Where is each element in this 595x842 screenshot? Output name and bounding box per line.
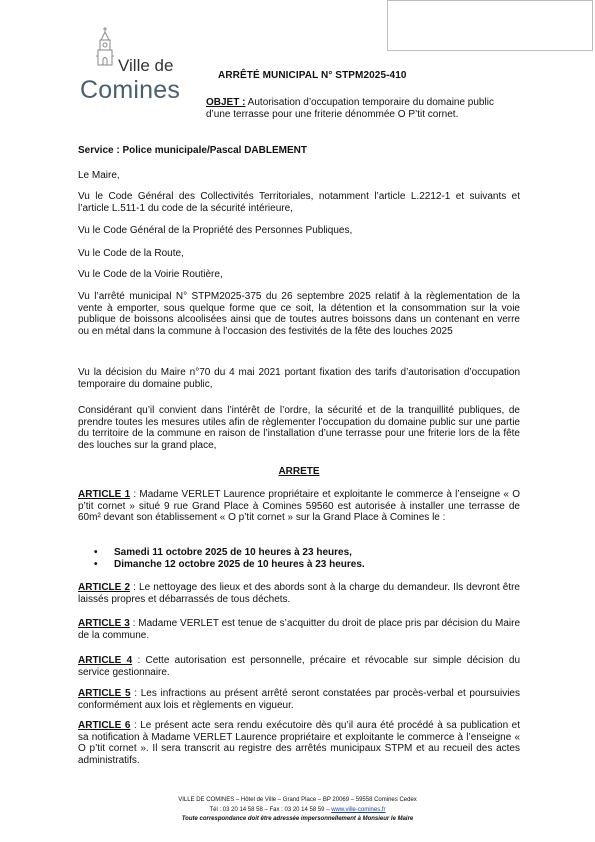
footer-note: Toute correspondance doit être adressée impersonnellement à Monsieur le Maire bbox=[181, 816, 414, 822]
vu-arrete-2025-375: Vu l’arrêté municipal N° STPM2025-375 du 26 septembre 2025 relatif à la règlementation de la vente à emporter, sous quelque forme que ce soit, la détention et la consommation sur la voie publique de boissons alcoolisées ainsi que de toutes autres boissons dans un contenant en verre ou en métal dans la commune à l’occasion des festivités de la fête des louches 2025 bbox=[78, 291, 520, 337]
church-icon bbox=[92, 26, 118, 66]
website-link[interactable]: www.ville-comines.fr bbox=[331, 806, 386, 813]
article-5 bbox=[78, 688, 520, 711]
article-1 bbox=[78, 489, 520, 524]
vu-code-voirie: Vu le Code de la Voirie Routière, bbox=[78, 269, 223, 280]
le-maire: Le Maire, bbox=[78, 170, 120, 181]
article-4 bbox=[78, 655, 520, 678]
objet-text: Autorisation d’occupation temporaire du domaine public d’une terrasse pour une friterie dénommée O P’tit cornet. bbox=[206, 97, 494, 120]
article-4-label: ARTICLE 4 bbox=[78, 655, 133, 666]
article-3-text: : Madame VERLET est tenue de s’acquitter du droit de place pris par décision du Maire de la commune. bbox=[78, 618, 521, 641]
footer-phone: Tél : 03 20 14 58 58 – Fax : 03 20 14 58 59 – bbox=[209, 806, 332, 813]
arrete-heading: ARRETE bbox=[278, 466, 320, 477]
footer bbox=[40, 796, 555, 825]
stamp-box bbox=[387, 0, 593, 51]
article-6-text: : Le présent acte sera rendu exécutoire dès qu’il aura été procédé à sa publication et sa notification à Madame VERLET Laurence propriétaire et exploitante le commerce à l’enseigne « O p’tit cornet ». Il sera transcrit au registre des arrêtés municipaux STPM et au recueil des actes administratifs. bbox=[78, 720, 520, 766]
vu-code-route: Vu le Code de la Route, bbox=[78, 248, 184, 259]
service-line: Service : Police municipale/Pascal DABLEMENT bbox=[78, 145, 307, 156]
list-item: • Dimanche 12 octobre 2025 de 10 heures à 23 heures. bbox=[94, 559, 514, 571]
logo-big-text: Comines bbox=[80, 76, 181, 104]
vu-decision-maire: Vu la décision du Maire n°70 du 4 mai 2021 portant fixation des tarifs d’autorisation d’occupation temporaire du domaine public, bbox=[78, 367, 520, 390]
footer-contact bbox=[40, 806, 555, 816]
article-2-text: : Le nettoyage des lieux et des abords sont à la charge du demandeur. Ils devront être laissés propres et débarrassés de tous déchets. bbox=[78, 582, 520, 605]
article-6-label: ARTICLE 6 bbox=[78, 720, 131, 731]
article-2 bbox=[78, 582, 520, 605]
objet-paragraph bbox=[206, 97, 520, 120]
article-5-label: ARTICLE 5 bbox=[78, 688, 131, 699]
vu-cgppp: Vu le Code Général de la Propriété des Personnes Publiques, bbox=[78, 225, 353, 236]
vu-cgct: Vu le Code Général des Collectivités Territoriales, notamment l’article L.2212-1 et suivants et l’article L.511-1 du code de la sécurité intérieure, bbox=[78, 191, 520, 214]
article-6 bbox=[78, 720, 520, 766]
footer-address: VILLE DE COMINES – Hôtel de Ville – Grand Place – BP 20069 – 59558 Comines Cedex bbox=[178, 797, 417, 803]
article-3-label: ARTICLE 3 bbox=[78, 618, 130, 629]
article-1-text: : Madame VERLET Laurence propriétaire et exploitante le commerce à l’enseigne « O p’tit cornet » situé 9 rue Grand Place à Comines 59560 est autorisée à installer une terrasse de 60m² devant son établissement « O p’tit cornet » sur la Grand Place à Comines le : bbox=[78, 489, 521, 524]
list-item: • Samedi 11 octobre 2025 de 10 heures à 23 heures, bbox=[94, 547, 514, 559]
article-4-text: : Cette autorisation est personnelle, précaire et révocable sur simple décision du service gestionnaire. bbox=[78, 655, 521, 678]
document-title: ARRÊTÉ MUNICIPAL N° STPM2025-410 bbox=[218, 70, 407, 81]
dates-list bbox=[94, 547, 514, 571]
article-1-label: ARTICLE 1 bbox=[78, 489, 131, 500]
article-3 bbox=[78, 618, 520, 641]
article-5-text: : Les infractions au présent arrêté seront constatées par procès-verbal et poursuivies conformément aux lois et règlements en vigueur. bbox=[78, 688, 520, 711]
considerant: Considérant qu’il convient dans l’intérêt de l’ordre, la sécurité et de la tranquillité publiques, de prendre toutes les mesures utiles afin de règlementer l’occupation du domaine public sur une partie du territoire de la commune en raison de l’installation d’une terrasse pour une friterie lors de la fête des louches sur la grand place, bbox=[78, 405, 520, 451]
logo-small-text: Ville de bbox=[118, 56, 174, 75]
article-2-label: ARTICLE 2 bbox=[78, 582, 131, 593]
city-logo bbox=[78, 26, 198, 112]
objet-label: OBJET : bbox=[206, 97, 246, 108]
